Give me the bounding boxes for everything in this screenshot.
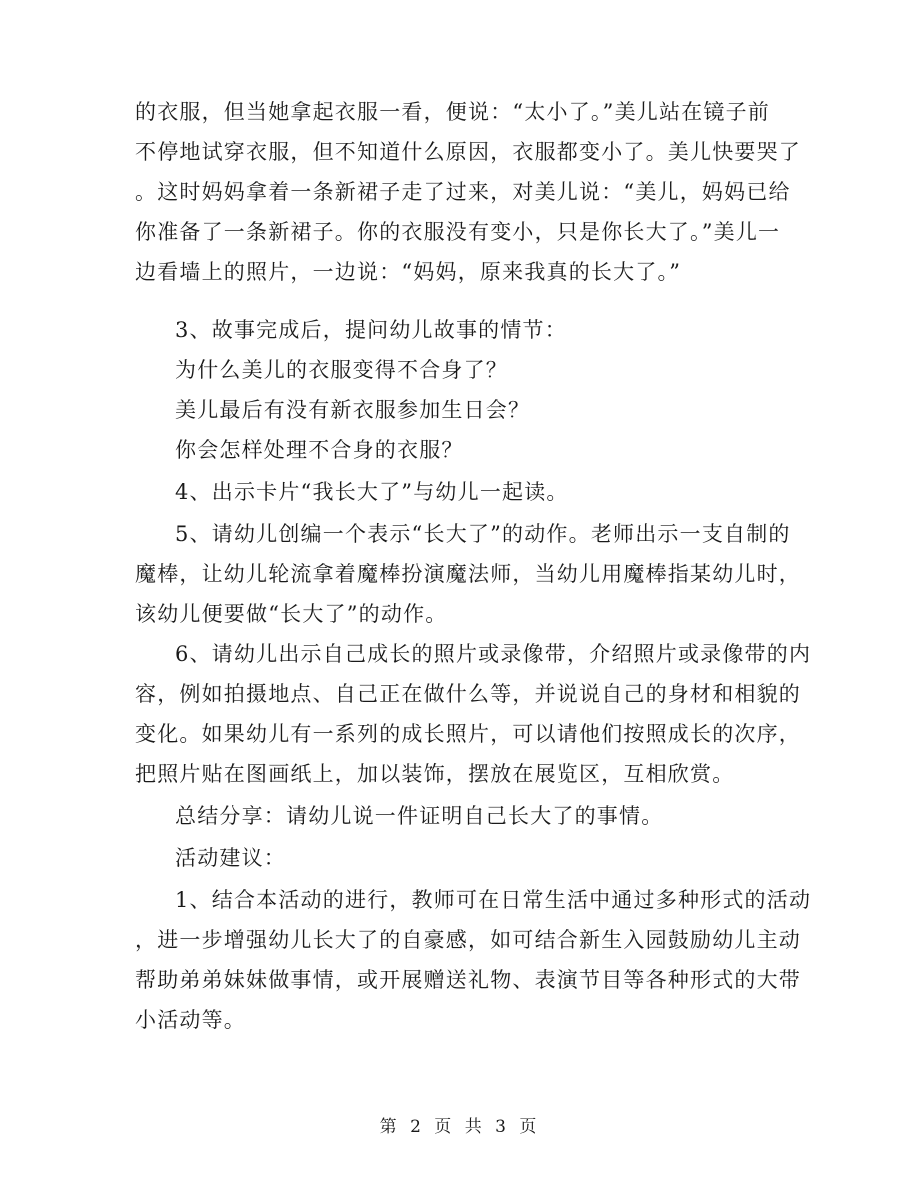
- text-line: 总结分享：请幼儿说一件证明自己长大了的事情。: [175, 804, 664, 828]
- text-line: 美儿最后有没有新衣服参加生日会？: [175, 398, 531, 422]
- text-line: 6、请幼儿出示自己成长的照片或录像带，介绍照片或录像带的内: [175, 642, 812, 666]
- text-line: ，进一步增强幼儿长大了的自豪感，如可结合新生入园鼓励幼儿主动: [135, 928, 801, 952]
- text-line: 活动建议：: [175, 846, 286, 870]
- text-line: 5、请幼儿创编一个表示“长大了”的动作。老师出示一支自制的: [175, 522, 791, 546]
- text-line: 4、出示卡片“我长大了”与幼儿一起读。: [175, 480, 569, 504]
- text-line: 。这时妈妈拿着一条新裙子走了过来，对美儿说：“美儿，妈妈已给: [135, 180, 791, 204]
- text-line: 为什么美儿的衣服变得不合身了？: [175, 358, 508, 382]
- text-line: 边看墙上的照片，一边说：“妈妈，原来我真的长大了。”: [135, 260, 682, 284]
- text-line: 1、结合本活动的进行，教师可在日常生活中通过多种形式的活动: [175, 888, 812, 912]
- text-line: 不停地试穿衣服，但不知道什么原因，衣服都变小了。美儿快要哭了: [135, 140, 801, 164]
- text-line: 把照片贴在图画纸上，加以装饰，摆放在展览区，互相欣赏。: [135, 762, 735, 786]
- text-line: 3、故事完成后，提问幼儿故事的情节：: [175, 318, 567, 342]
- text-line: 你准备了一条新裙子。你的衣服没有变小，只是你长大了。”美儿一: [135, 220, 781, 244]
- text-line: 小活动等。: [135, 1008, 246, 1032]
- text-line: 该幼儿便要做“长大了”的动作。: [135, 602, 448, 626]
- text-line: 变化。如果幼儿有一系列的成长照片，可以请他们按照成长的次序，: [135, 722, 801, 746]
- page-number-footer: 第 2 页 共 3 页: [379, 1117, 541, 1137]
- text-line: 的衣服，但当她拿起衣服一看，便说：“太小了。”美儿站在镜子前: [135, 100, 770, 124]
- text-line: 容，例如拍摄地点、自己正在做什么等，并说说自己的身材和相貌的: [135, 682, 801, 706]
- text-line: 你会怎样处理不合身的衣服？: [175, 438, 464, 462]
- text-line: 帮助弟弟妹妹做事情，或开展赠送礼物、表演节目等各种形式的大带: [135, 968, 801, 992]
- text-line: 魔棒，让幼儿轮流拿着魔棒扮演魔法师，当幼儿用魔棒指某幼儿时，: [135, 562, 801, 586]
